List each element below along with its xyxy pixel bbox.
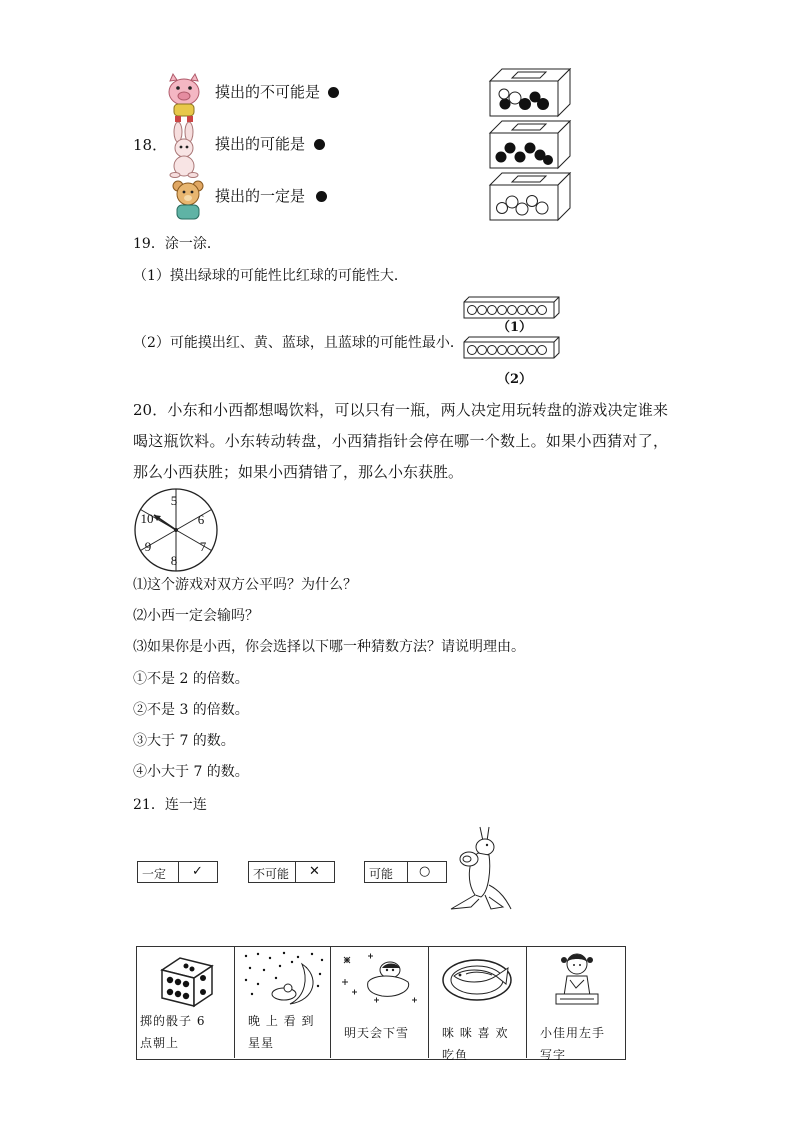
question-19 [0,230,794,390]
spinner-number: 5 [170,493,178,508]
picture-caption: 咪 咪 喜 欢 [442,1026,509,1040]
q20-question: ⑵小西一定会输吗？ [133,608,259,624]
picture-caption: 写字 [540,1048,567,1062]
q20-paragraph: 20．小东和小西都想喝饮料，可以只有一瓶，两人决定用玩转盘的游戏决定谁来喝这瓶饮料。小东转动转盘，小西猜指针会停在哪一个数上。如果小西猜对了，那么小西获胜；如果小西猜错了，那么小东获胜。 [133,401,668,481]
picture-caption: 星星 [248,1036,275,1050]
q19-item-2: （2）可能摸出红、黄、蓝球，且蓝球的可能性最小． [133,335,464,351]
q19-item-1: （1）摸出绿球的可能性比红球的可能性大． [133,268,408,284]
picture-caption: 吃鱼 [442,1048,469,1062]
q20-question: ⑴这个游戏对双方公平吗？为什么？ [133,577,357,593]
q20-option: ①不是 2 的倍数。 [133,671,249,687]
ball-tube-2[interactable] [463,336,563,360]
ball-box-3 [488,172,572,222]
snow-icon [338,952,422,1008]
ball-icon [328,87,339,98]
question-21 [0,795,794,1075]
tube-label-2: （2） [497,372,533,387]
q20-question: ⑶如果你是小西，你会选择以下哪一种猜数方法？请说明理由。 [133,639,525,655]
spinner-number: 7 [199,539,207,554]
q18-row-label: 摸出的一定是 [215,187,306,205]
picture-caption: 点朝上 [140,1036,180,1050]
question-title: 19．涂一涂． [133,236,221,252]
question-20 [0,395,794,795]
q20-option: ③大于 7 的数。 [133,733,235,749]
label-box-possible[interactable] [364,861,447,883]
check-icon: ✓ [192,864,203,879]
bear-icon [168,178,208,222]
girl-writing-icon [550,950,604,1008]
spinner-number: 8 [170,553,178,568]
ball-box-2 [488,120,572,170]
fish-plate-icon [440,954,514,1006]
label-box-impossible[interactable] [248,861,335,883]
ball-tube-1[interactable] [463,296,563,320]
picture-card-writing[interactable] [526,946,624,1062]
label-text: 一定 [142,867,167,881]
question-title: 21．连一连 [133,797,207,813]
q20-option: ②不是 3 的倍数。 [133,702,249,718]
picture-caption: 明天会下雪 [344,1026,410,1040]
picture-card-snow[interactable] [330,946,429,1058]
rabbit-icon [163,122,205,178]
label-text: 可能 [369,867,394,881]
label-box-certain[interactable] [137,861,218,883]
picture-card-stars[interactable] [234,946,331,1058]
q20-option: ④小大于 7 的数。 [133,764,249,780]
spinner-icon [132,487,228,573]
spinner-number: 10 [140,511,154,526]
picture-card-fish[interactable] [428,946,527,1062]
picture-caption: 掷的骰子 6 [140,1014,206,1028]
kangaroo-icon [445,825,515,915]
ball-box-1 [488,68,572,118]
picture-card-dice[interactable] [136,946,235,1058]
picture-caption: 小佳用左手 [540,1026,606,1040]
cross-icon: ✕ [309,864,320,879]
question-number: 18． [133,136,168,154]
spinner-number: 9 [144,539,152,554]
q18-row-label: 摸出的不可能是 [215,83,321,101]
picture-caption: 晚 上 看 到 [248,1014,315,1028]
night-sky-icon [240,950,326,1006]
tube-label-1: （1） [497,320,533,335]
label-text: 不可能 [253,867,290,881]
spinner-number: 6 [197,512,205,527]
q18-row-label: 摸出的可能是 [215,135,306,153]
circle-icon: ○ [419,864,431,879]
question-18 [0,0,794,230]
dice-icon [156,952,216,1008]
ball-icon [316,191,327,202]
ball-icon [314,139,325,150]
pig-icon [160,72,208,124]
